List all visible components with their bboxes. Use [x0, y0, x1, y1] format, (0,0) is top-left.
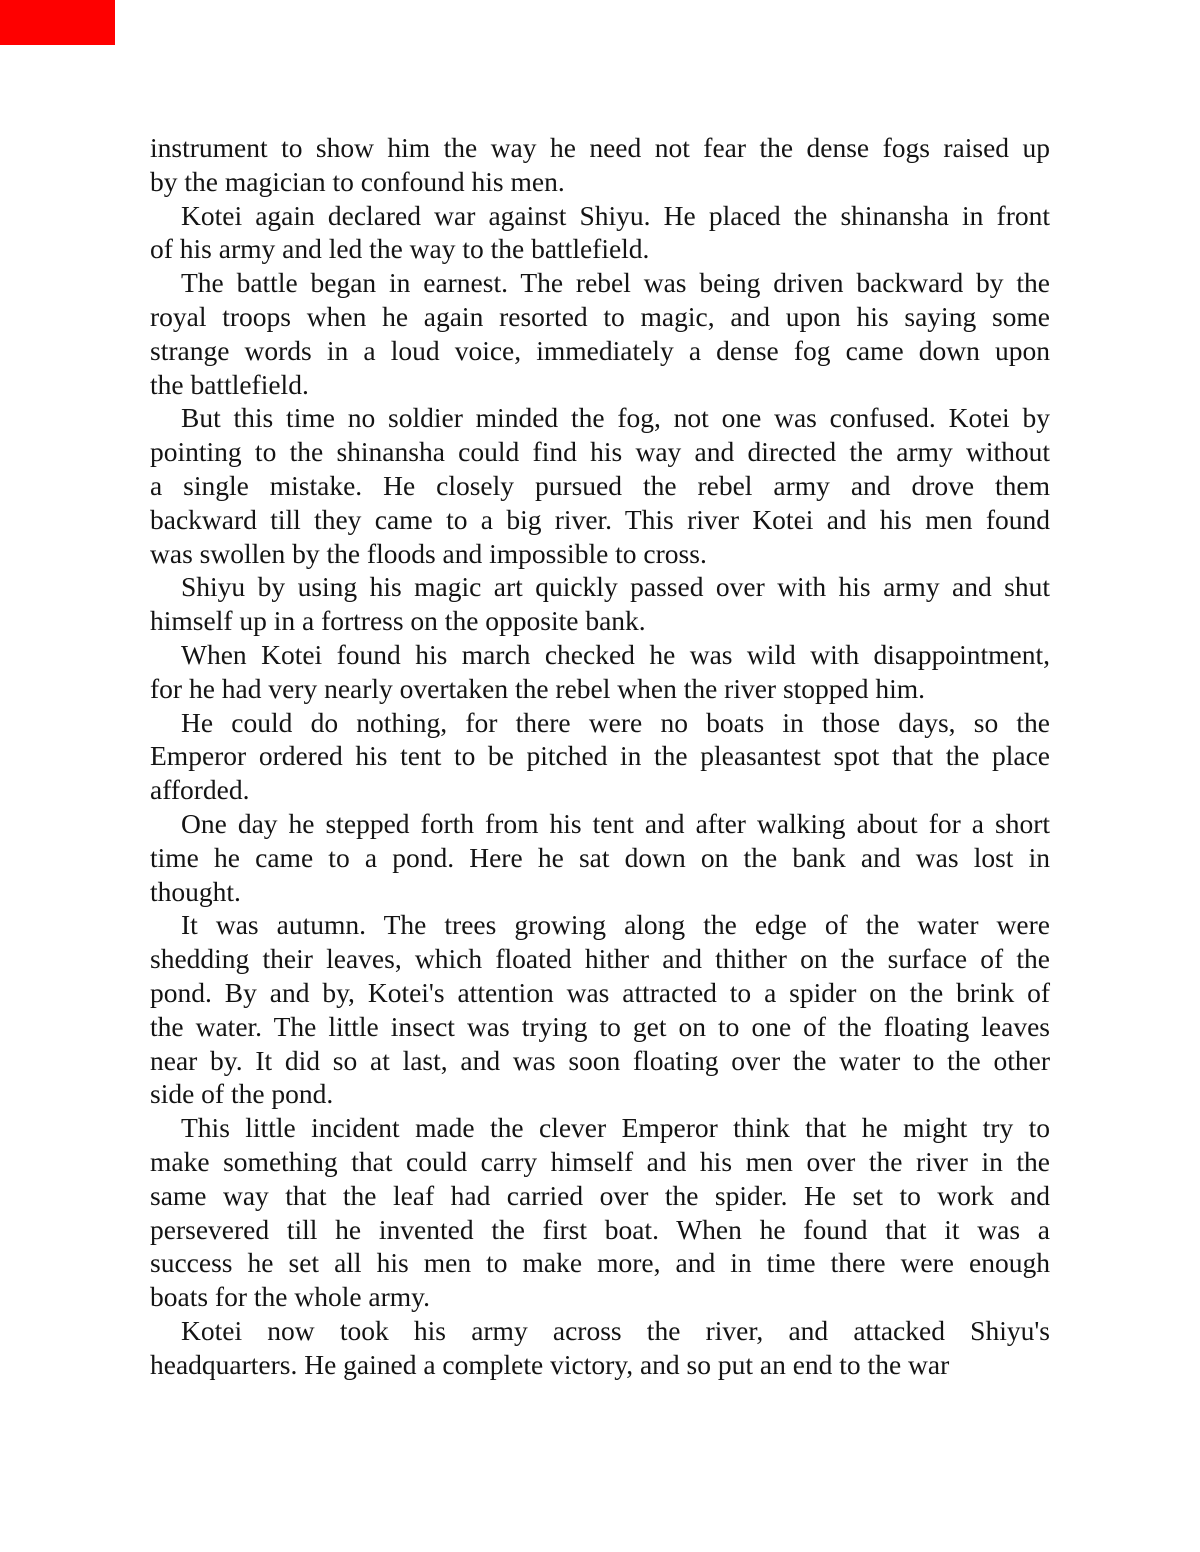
- paragraph: [150, 266, 1050, 401]
- text-line: Emperor ordered his tent to be pitched in the pleasantest spot that the place: [150, 740, 1050, 772]
- text-line: shedding their leaves, which floated hither and thither on the surface of the: [150, 943, 1050, 975]
- text-line: thought.: [150, 875, 241, 907]
- text-line: the water. The little insect was trying to get on to one of the floating leaves: [150, 1010, 1050, 1042]
- text-line: When Kotei found his march checked he was wild with disappointment,: [181, 638, 1050, 670]
- text-line: The battle began in earnest. The rebel was being driven backward by the: [181, 267, 1050, 299]
- text-line: pond. By and by, Kotei's attention was attracted to a spider on the brink of: [150, 976, 1050, 1008]
- text-line: He could do nothing, for there were no boats in those days, so the: [181, 706, 1050, 738]
- text-line: Shiyu by using his magic art quickly passed over with his army and shut: [181, 571, 1050, 603]
- text-line: persevered till he invented the first boat. When he found that it was a: [150, 1213, 1050, 1245]
- text-line: a single mistake. He closely pursued the rebel army and drove them: [150, 469, 1050, 501]
- text-line: One day he stepped forth from his tent and after walking about for a short: [181, 807, 1050, 839]
- paragraph: [150, 807, 1050, 908]
- paragraph: [150, 131, 1050, 199]
- text-line: of his army and led the way to the battlefield.: [150, 233, 650, 265]
- paragraph: [150, 570, 1050, 638]
- paragraph: [150, 1314, 1050, 1382]
- paragraph: [150, 638, 1050, 706]
- text-line: backward till they came to a big river. This river Kotei and his men found: [150, 503, 1050, 535]
- paragraph: [150, 401, 1050, 570]
- text-line: same way that the leaf had carried over the spider. He set to work and: [150, 1179, 1050, 1211]
- text-line: time he came to a pond. Here he sat down on the bank and was lost in: [150, 841, 1050, 873]
- text-line: This little incident made the clever Emperor think that he might try to: [181, 1112, 1050, 1144]
- text-block: [150, 131, 1050, 1381]
- text-line: boats for the whole army.: [150, 1281, 431, 1313]
- text-line: But this time no soldier minded the fog, not one was confused. Kotei by: [181, 402, 1050, 434]
- red-corner-marker: [0, 0, 115, 45]
- text-line: pointing to the shinansha could find his way and directed the army without: [150, 436, 1050, 468]
- text-line: side of the pond.: [150, 1078, 334, 1110]
- text-line: It was autumn. The trees growing along the edge of the water were: [181, 909, 1050, 941]
- text-line: for he had very nearly overtaken the rebel when the river stopped him.: [150, 672, 926, 704]
- paragraph: [150, 908, 1050, 1111]
- paragraph: [150, 706, 1050, 807]
- text-line: near by. It did so at last, and was soon floating over the water to the other: [150, 1044, 1050, 1076]
- text-line: instrument to show him the way he need not fear the dense fogs raised up: [150, 132, 1050, 163]
- text-line: the battlefield.: [150, 368, 309, 400]
- text-line: make something that could carry himself and his men over the river in the: [150, 1145, 1050, 1177]
- text-line: afforded.: [150, 774, 250, 806]
- text-line: Kotei now took his army across the river, and attacked Shiyu's: [181, 1314, 1050, 1346]
- text-line: royal troops when he again resorted to magic, and upon his saying some: [150, 300, 1050, 332]
- text-line: himself up in a fortress on the opposite bank.: [150, 605, 646, 637]
- text-line: was swollen by the floods and impossible to cross.: [150, 537, 707, 569]
- text-line: strange words in a loud voice, immediately a dense fog came down upon: [150, 334, 1050, 366]
- paragraph: [150, 199, 1050, 267]
- text-line: by the magician to confound his men.: [150, 165, 565, 197]
- text-line: success he set all his men to make more, and in time there were enough: [150, 1247, 1050, 1279]
- text-line: headquarters. He gained a complete victory, and so put an end to the war: [150, 1348, 950, 1380]
- paragraph: [150, 1111, 1050, 1314]
- text-line: Kotei again declared war against Shiyu. He placed the shinansha in front: [181, 199, 1050, 231]
